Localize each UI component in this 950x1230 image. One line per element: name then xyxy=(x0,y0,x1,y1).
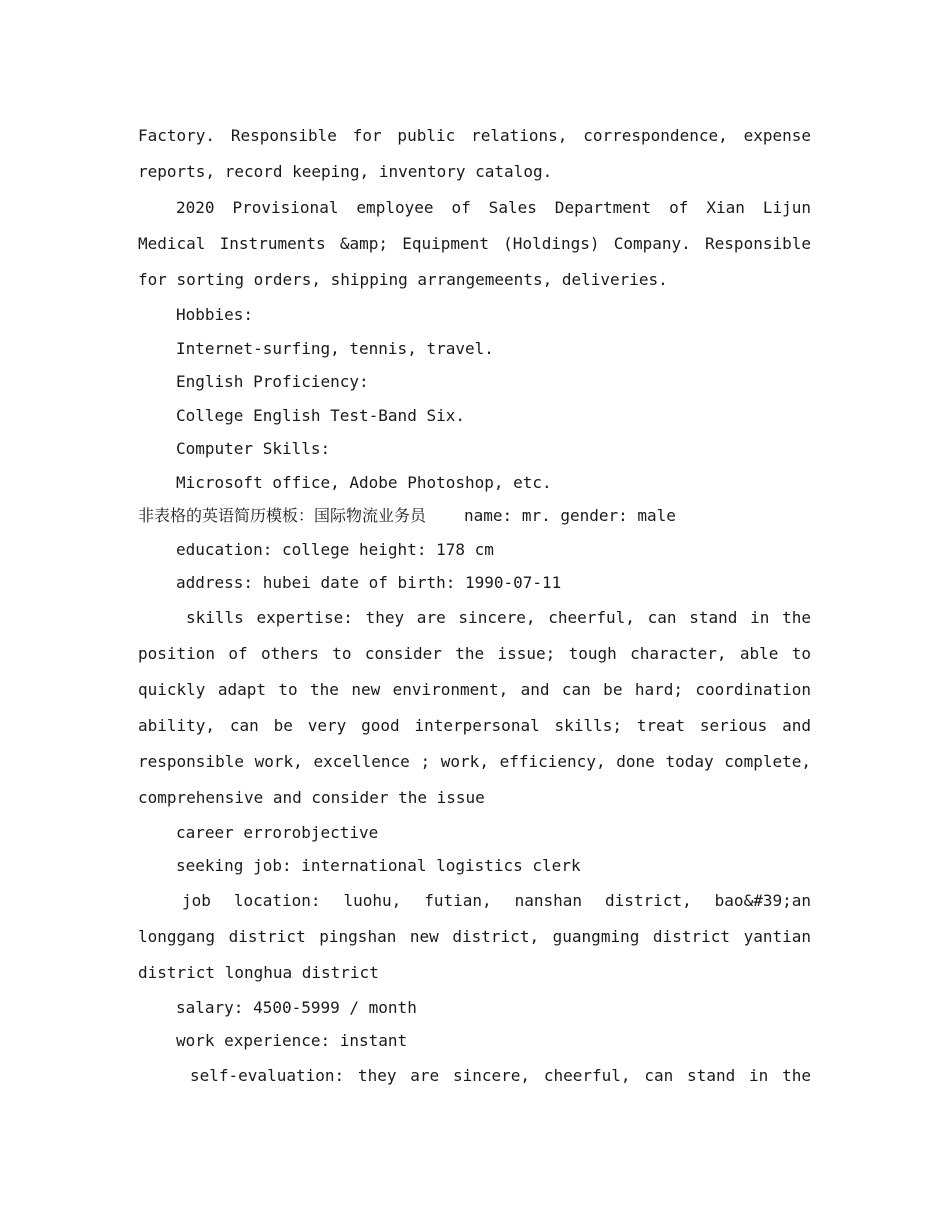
paragraph-2020-employment: 2020 Provisional employee of Sales Department of Xian Lijun Medical Instruments &amp; Equipment (Holdings) Company. Responsible for sorting orders, shipping arrangemeents, deliveries. xyxy=(138,198,811,289)
text-address-birth: address: hubei date of birth: 1990-07-11 xyxy=(176,573,562,592)
text-english-proficiency: College English Test-Band Six. xyxy=(176,405,465,425)
heading-english-proficiency: English Proficiency: xyxy=(176,372,369,391)
text-education-height: education: college height: 178 cm xyxy=(176,539,494,559)
document-body xyxy=(138,118,811,1094)
text-salary: salary: 4500-5999 / month xyxy=(176,997,417,1017)
text-computer-skills: Microsoft office, Adobe Photoshop, etc. xyxy=(176,472,552,492)
heading-computer-skills: Computer Skills: xyxy=(176,439,331,458)
template-title: 非表格的英语简历模板：国际物流业务员 xyxy=(138,506,427,525)
paragraph-self-evaluation: self-evaluation: they are sincere, cheerful, can stand in the xyxy=(190,1065,811,1085)
paragraph-job-location: job location: luohu, futian, nanshan district, bao&#39;an longgang district pingshan new district, guangming district yantian district longhua district xyxy=(138,890,811,982)
text-work-experience: work experience: instant xyxy=(176,1031,408,1050)
paragraph-template-title-line xyxy=(138,499,811,533)
heading-hobbies: Hobbies: xyxy=(176,305,254,324)
paragraph-skills-expertise: skills expertise: they are sincere, cheerful, can stand in the position of others to consider the issue; tough character, able to quickly adapt to the new environment, and can be hard; coordination ability, can be very good interpersonal skills; treat serious and responsible work, excellence ; work, efficiency, done today complete, comprehensive and consider the issue xyxy=(138,607,811,807)
name-gender-line: name: mr. gender: male xyxy=(464,506,676,525)
paragraph-factory-duties: Factory. Responsible for public relations, correspondence, expense reports, record keeping, inventory catalog. xyxy=(138,126,811,181)
text-career-objective: career errorobjective xyxy=(176,822,379,842)
text-seeking-job: seeking job: international logistics clerk xyxy=(176,856,581,875)
text-hobbies: Internet-surfing, tennis, travel. xyxy=(176,338,494,358)
